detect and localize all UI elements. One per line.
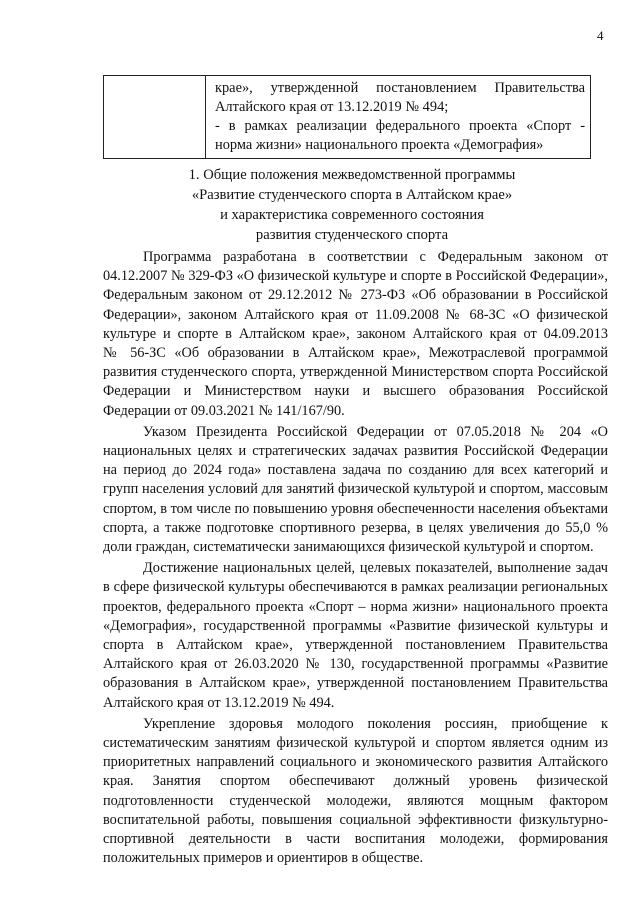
text-line: Федеральным законом от 29.12.2012 № 273-ФЗ «Об образовании в Российской <box>103 287 608 304</box>
text-line: Федерации от 09.03.2021 № 141/167/90. <box>103 402 345 419</box>
text-line: № 56-ЗС «Об образовании в Алтайском крае», Межотраслевой программой <box>103 345 608 362</box>
table-text-cell <box>206 76 591 159</box>
paragraph <box>103 559 608 713</box>
text-line: спорта в Алтайском крае», утвержденной постановлением Правительства <box>103 637 608 654</box>
text-line: подготовленности студенческой молодежи, являются мощным фактором <box>103 792 608 809</box>
text-line: Федерации и Министерством науки и высшего образования Российской <box>103 383 608 400</box>
paragraph <box>103 248 608 421</box>
text-line: групп населения условий для занятий физической культурой и спортом, массовым <box>103 481 608 498</box>
table-empty-cell <box>104 76 206 159</box>
section-heading <box>100 165 604 245</box>
text-line: Укрепление здоровья молодого поколения россиян, приобщение к <box>143 715 608 732</box>
text-line: национальных целях и стратегических задачах развития Российской Федерации <box>103 443 608 460</box>
text-line: 04.12.2007 № 329-ФЗ «О физической культуре и спорте в Российской Федерации», <box>103 268 608 285</box>
text-line: в сфере физической культуры обеспечиваются в рамках реализации региональных <box>103 579 608 596</box>
text-line: Достижение национальных целей, целевых показателей, выполнение задач <box>143 560 608 577</box>
text-line: воспитательной работы, повышения социальной эффективности физкультурно- <box>103 811 608 828</box>
text-line: Программа разработана в соответствии с Федеральным законом от <box>143 249 608 265</box>
text-line: проектов, федерального проекта «Спорт – норма жизни» национального проекта <box>103 598 608 615</box>
heading-line: 1. Общие положения межведомственной программы <box>188 167 516 183</box>
text-line: спорта, а также подготовке спортивного резерва, в целях увеличения до 55,0 % <box>103 519 608 536</box>
paragraph <box>103 715 608 869</box>
text-line: Алтайского края от 26.03.2020 № 130, государственной программы «Развитие <box>103 656 608 673</box>
heading-line: развития студенческого спорта <box>255 227 449 243</box>
text-line: приоритетных направлений социального и экономического развития Алтайского <box>103 754 608 771</box>
text-line: Федерации», законом Алтайского края от 11.09.2008 № 68-ЗС «О физической <box>103 306 608 323</box>
table-line: норма жизни» национального проекта «Демография» <box>215 137 544 153</box>
text-line: положительных примеров и ориентиров в обществе. <box>103 850 424 867</box>
text-line: спортом, в том числе по повышению уровня обеспеченности населения объектами <box>103 500 608 517</box>
text-line: культуре и спорте в Алтайском крае», законом Алтайского края от 04.09.2013 <box>103 325 608 342</box>
text-line: Указом Президента Российской Федерации от 07.05.2018 № 204 «О <box>143 423 608 440</box>
text-line: спортивной деятельности в части воспитания молодежи, формирования <box>103 831 608 848</box>
text-line: Алтайского края от 13.12.2019 № 494. <box>103 694 335 711</box>
heading-line: и характеристика современного состояния <box>220 207 484 223</box>
table-row <box>104 76 591 159</box>
text-line: развития студенческого спорта, утвержденной Министерством спорта Российской <box>103 364 608 381</box>
table-line: Алтайского края от 13.12.2019 № 494; <box>215 99 449 115</box>
text-line: «Демография», государственной программы «Развитие физической культуры и <box>103 617 608 634</box>
text-line: доли граждан, систематически занимающихся физической культурой и спортом. <box>103 539 594 556</box>
heading-line: «Развитие студенческого спорта в Алтайском крае» <box>191 187 513 203</box>
text-line: края. Занятия спортом обеспечивают должный уровень физической <box>103 773 608 790</box>
document-body <box>103 248 608 871</box>
table-line: крае», утвержденной постановлением Правительства <box>215 80 585 96</box>
page-number: 4 <box>597 28 604 43</box>
text-line: систематическим занятиям физической культурой и спортом является одним из <box>103 735 608 752</box>
table-line: - в рамках реализации федерального проекта «Спорт - <box>215 118 585 134</box>
text-line: образования в Алтайском крае», утвержденной постановлением Правительства <box>103 675 608 692</box>
continuation-table <box>103 75 591 159</box>
text-line: на период до 2024 года» поставлена задача по созданию для всех категорий и <box>103 462 608 479</box>
paragraph <box>103 423 608 557</box>
